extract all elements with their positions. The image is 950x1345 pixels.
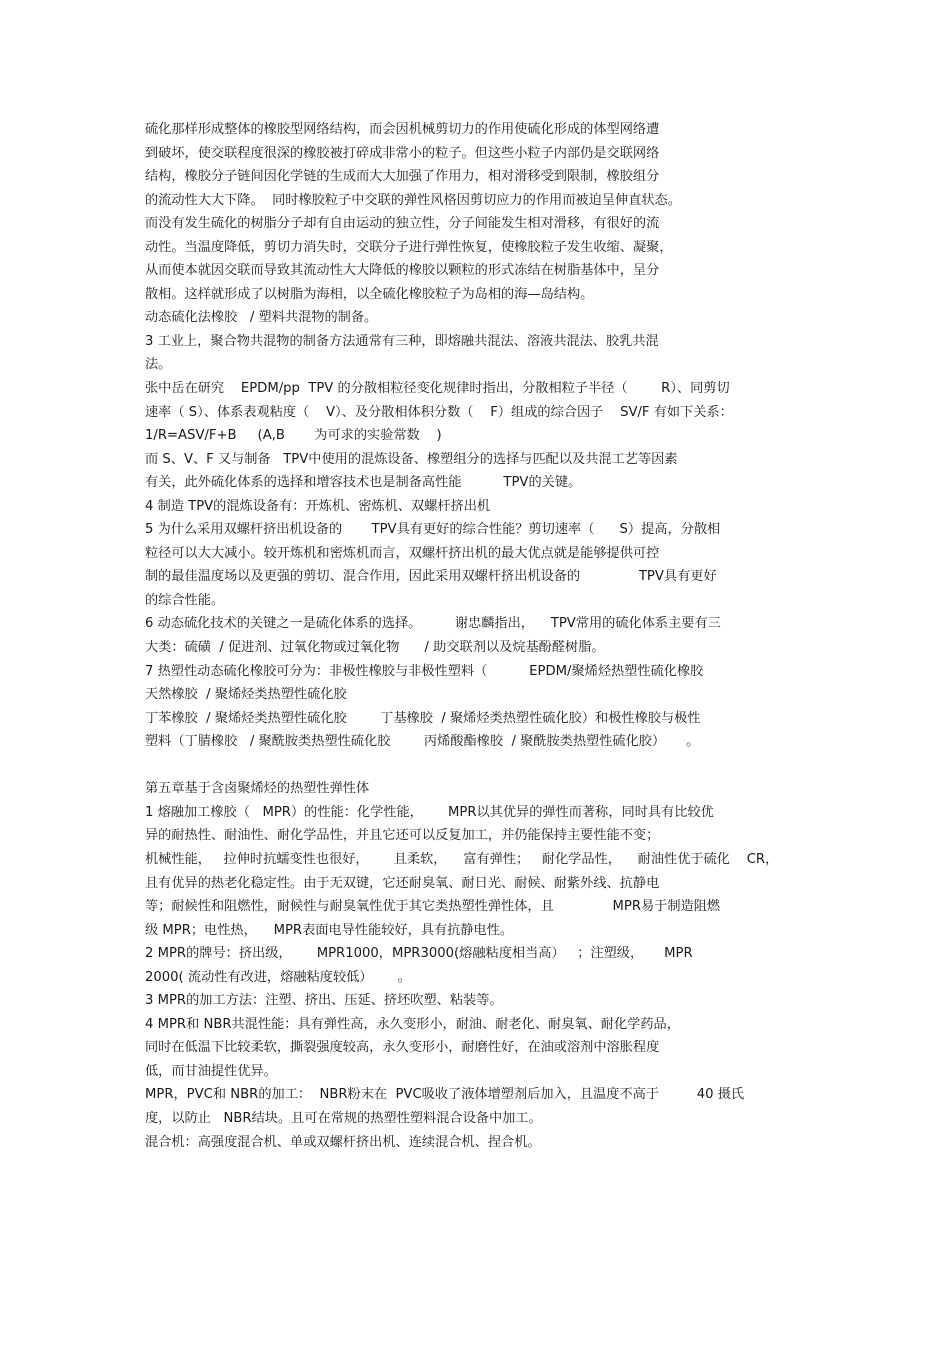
text-line: 2000( 流动性有改进，熔融粘度较低） 。 [145,969,411,985]
text-line: 结构，橡胶分子链间因化学链的生成而大大加强了作用力，相对滑移受到限制，橡胶组分 [145,169,660,185]
text-line: 天然橡胶 / 聚烯烃类热塑性硫化胶 [145,687,347,703]
text-line: 而没有发生硫化的树脂分子却有自由运动的独立性，分子间能发生相对滑移，有很好的流 [145,216,660,232]
text-line: 硫化那样形成整体的橡胶型网络结构，而会因机械剪切力的作用使硫化形成的体型网络遭 [145,122,660,137]
text-line: 制的最佳温度场以及更强的剪切、混合作用，因此采用双螺杆挤出机设备的 TPV具有更好 [145,569,717,585]
text-line: 机械性能， 拉伸时抗蠕变性也很好， 且柔软， 富有弹性； 耐化学品性， 耐油性优于硫化 CR， [145,851,779,867]
text-line: 5 为什么采用双螺杆挤出机设备的 TPV具有更好的综合性能？剪切速率（ S）提高，分散相 [145,522,721,538]
text-line: 1 熔融加工橡胶（ MPR）的性能：化学性能， MPR以其优异的弹性而著称，同时具有比较优 [145,804,714,820]
text-line: 混合机：高强度混合机、单或双螺杆挤出机、连续混合机、捏合机。 [145,1134,541,1150]
text-line: 粒径可以大大减小。较开炼机和密炼机而言，双螺杆挤出机的最大优点就是能够提供可控 [145,545,660,561]
text-line: 有关，此外硫化体系的选择和增容技术也是制备高性能 TPV的关键。 [145,475,582,491]
text-line: 7 热塑性动态硫化橡胶可分为：非极性橡胶与非极性塑料（ EPDM/聚烯烃热塑性硫化橡胶 [145,663,704,679]
text-line: 的综合性能。 [145,592,225,608]
text-line: 动态硫化法橡胶 / 塑料共混物的制备。 [145,310,378,326]
text-line: 2 MPR的牌号：挤出级， MPR1000，MPR3000(熔融粘度相当高） ；注塑级， MPR [145,946,693,962]
text-line: 从而使本就因交联而导致其流动性大大降低的橡胶以颗粒的形式冻结在树脂基体中，呈分 [145,263,660,279]
text-line: 法。 [145,357,172,373]
text-line: 的流动性大大下降。 同时橡胶粒子中交联的弹性风格因剪切应力的作用而被迫呈伸直状态。 [145,192,681,208]
text-line: 且有优异的热老化稳定性。由于无双键，它还耐臭氧、耐日光、耐候、耐紫外线、抗静电 [145,875,660,891]
text-line: 级 MPR；电性热， MPR表面电导性能较好，具有抗静电性。 [145,922,514,938]
text-line: 度，以防止 NBR结块。且可在常规的热塑性塑料混合设备中加工。 [145,1110,542,1126]
text-line: 3 工业上，聚合物共混物的制备方法通常有三种，即熔融共混法、溶液共混法、胶乳共混 [145,333,659,349]
text-line: 大类：硫磺 / 促进剂、过氧化物或过氧化物 / 助交联剂以及烷基酚醛树脂。 [145,640,605,656]
text-line: 而 S、V、F 又与制备 TPV中使用的混炼设备、橡塑组分的选择与匹配以及共混工艺等因素 [145,451,678,467]
text-line: 塑料（丁腈橡胶 / 聚酰胺类热塑性硫化胶 丙烯酸酯橡胶 / 聚酰胺类热塑性硫化胶） 。 [145,734,700,750]
text-line: 6 动态硫化技术的关键之一是硫化体系的选择。 谢忠麟指出， TPV常用的硫化体系主要有三 [145,616,721,632]
text-line: 速率（ S）、体系表观粘度（ V）、及分散相体积分数（ F）组成的综合因子 SV/F 有如下关系： [145,404,733,420]
text-line: 异的耐热性、耐油性、耐化学品性，并且它还可以反复加工，并仍能保持主要性能不变； [145,828,660,844]
text-line: 等；耐候性和阻燃性，耐候性与耐臭氧性优于其它类热塑性弹性体，且 MPR易于制造阻燃 [145,899,721,915]
text-line: 动性。当温度降低，剪切力消失时，交联分子进行弹性恢复，使橡胶粒子发生收缩、凝聚， [145,239,673,255]
text-line: 4 制造 TPV的混炼设备有：开炼机、密炼机、双螺杆挤出机 [145,498,491,514]
text-line: 张中岳在研究 EPDM/pp TPV 的分散相粒径变化规律时指出，分散相粒子半径（ R）、同剪切 [145,381,730,397]
text-line: 低，而甘油提性优异。 [145,1063,277,1079]
text-line: 3 MPR的加工方法：注塑、挤出、压延、挤坯吹塑、粘装等。 [145,993,503,1009]
text-line: MPR，PVC和 NBR的加工： NBR粉末在 PVC吸收了液体增塑剂后加入，且温度不高于 40 摄氏 [145,1087,745,1103]
text-line: 同时在低温下比较柔软，撕裂强度较高，永久变形小，耐磨性好，在油或溶剂中溶胀程度 [145,1040,660,1056]
blank-line [145,754,805,778]
text-line: 到破坏，使交联程度很深的橡胶被打碎成非常小的粒子。但这些小粒子内部仍是交联网络 [145,145,660,161]
text-line: 4 MPR和 NBR共混性能：具有弹性高，永久变形小，耐油、耐老化、耐臭氧、耐化学药品， [145,1016,680,1032]
document-body [145,118,805,1154]
text-line: 散相。这样就形成了以树脂为海相，以全硫化橡胶粒子为岛相的海—岛结构。 [145,286,594,302]
text-line: 1/R=ASV/F+B (A,B 为可求的实验常数 ) [145,428,442,444]
chapter-title: 第五章基于含卤聚烯烃的热塑性弹性体 [145,781,370,797]
text-line: 丁苯橡胶 / 聚烯烃类热塑性硫化胶 丁基橡胶 / 聚烯烃类热塑性硫化胶）和极性橡胶与极性 [145,710,701,726]
